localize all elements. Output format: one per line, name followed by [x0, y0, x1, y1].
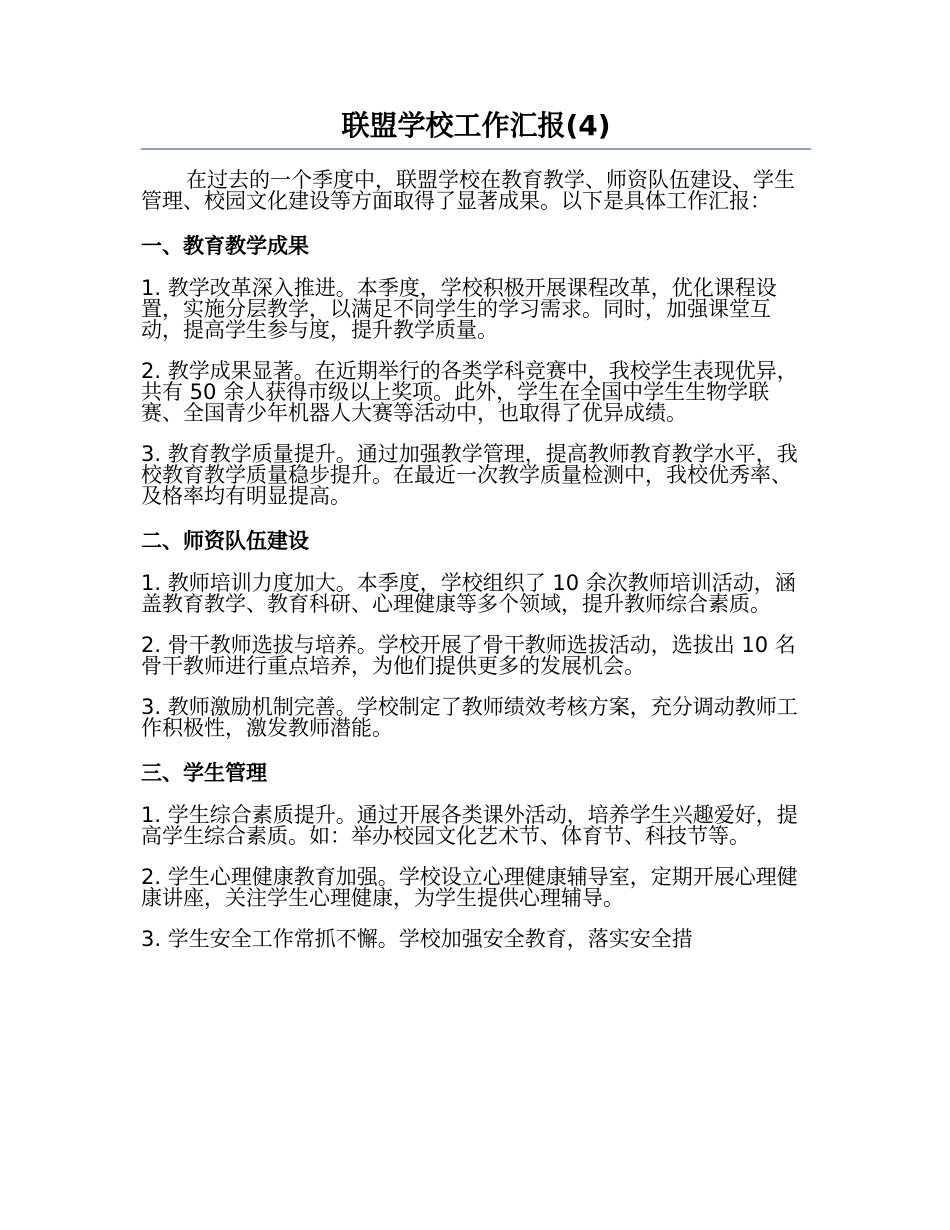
document-page: [141, 96, 811, 950]
students-item-1: 1. 学生综合素质提升。通过开展各类课外活动，培养学生兴趣爱好，提高学生综合素质。如：举办校园文化艺术节、体育节、科技节等。: [141, 803, 798, 848]
faculty-item-3: 3. 教师激励机制完善。学校制定了教师绩效考核方案，充分调动教师工作积极性，激发教师潜能。: [141, 695, 798, 740]
section-heading-students: 三、学生管理: [141, 761, 267, 785]
teaching-item-2: 2. 教学成果显著。在近期举行的各类学科竞赛中，我校学生表现优异，共有 50 余人获得市级以上奖项。此外，学生在全国中学生生物学联赛、全国青少年机器人大赛等活动中，也取得了优异成绩。: [141, 359, 798, 425]
students-item-3: 3. 学生安全工作常抓不懈。学校加强安全教育，落实安全措: [141, 927, 693, 951]
faculty-item-1: 1. 教师培训力度加大。本季度，学校组织了 10 余次教师培训活动，涵盖教育教学、教育科研、心理健康等多个领域，提升教师综合素质。: [141, 571, 796, 616]
teaching-item-3: 3. 教育教学质量提升。通过加强教学管理，提高教师教育教学水平，我校教育教学质量稳步提升。在最近一次教学质量检测中，我校优秀率、及格率均有明显提高。: [141, 442, 798, 508]
intro-paragraph: 在过去的一个季度中，联盟学校在教育教学、师资队伍建设、学生管理、校园文化建设等方面取得了显著成果。以下是具体工作汇报：: [141, 168, 795, 213]
section-heading-teaching: 一、教育教学成果: [141, 234, 309, 258]
section-heading-faculty: 二、师资队伍建设: [141, 529, 309, 553]
faculty-item-2: 2. 骨干教师选拔与培养。学校开展了骨干教师选拔活动，选拔出 10 名骨干教师进行重点培养，为他们提供更多的发展机会。: [141, 633, 796, 678]
teaching-item-1: 1. 教学改革深入推进。本季度，学校积极开展课程改革，优化课程设置，实施分层教学，以满足不同学生的学习需求。同时，加强课堂互动，提高学生参与度，提升教学质量。: [141, 276, 777, 342]
students-item-2: 2. 学生心理健康教育加强。学校设立心理健康辅导室，定期开展心理健康讲座，关注学生心理健康，为学生提供心理辅导。: [141, 865, 798, 910]
page-title: 联盟学校工作汇报(4): [141, 108, 811, 150]
